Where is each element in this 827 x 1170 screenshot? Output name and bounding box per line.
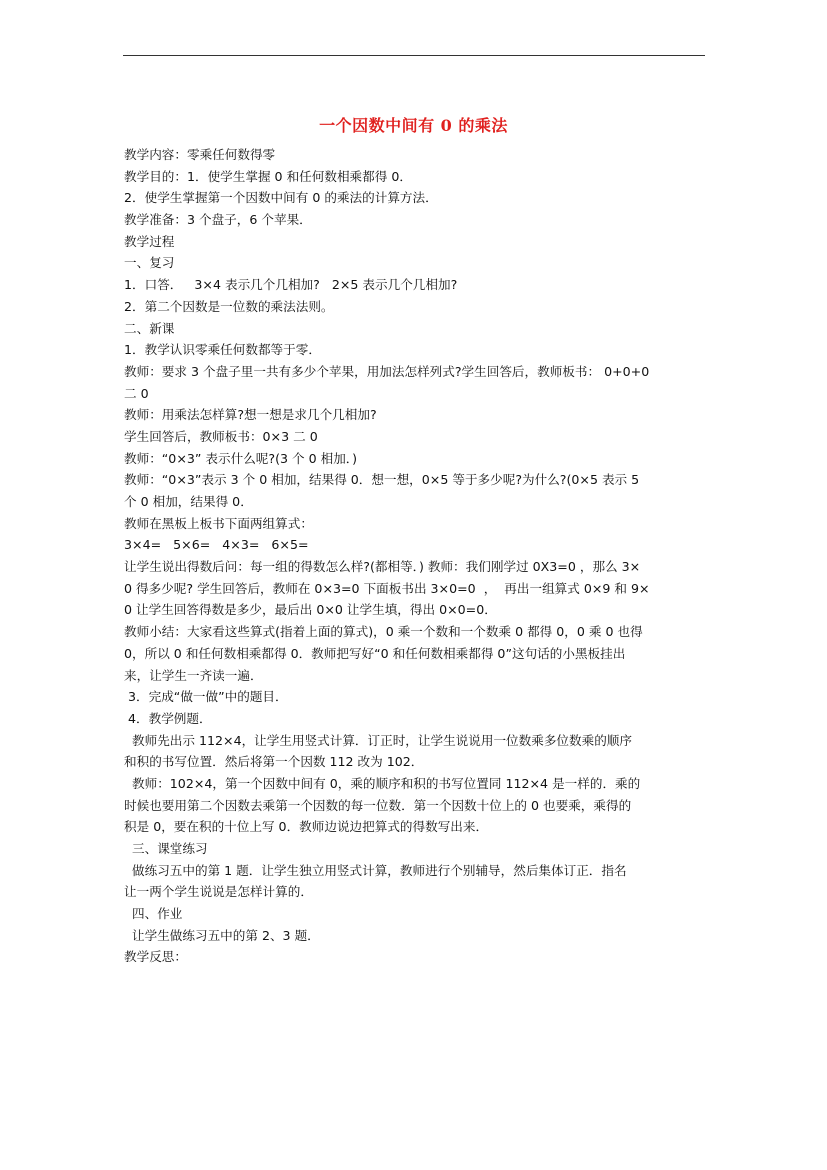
text-line: 教师：要求 3 个盘子里一共有多少个苹果，用加法怎样列式?学生回答后，教师板书： 0+0+0 [124, 363, 650, 379]
text-line: 教师小结：大家看这些算式(指着上面的算式)，0 乘一个数和一个数乘 0 都得 0，0 乘 0 也得 [124, 624, 643, 640]
text-line: 教师：用乘法怎样算?想一想是求几个几相加? [124, 407, 377, 423]
text-line: 1．口答． 3×4 表示几个几相加? 2×5 表示几个几相加? [124, 277, 458, 293]
text-line: 三、课堂练习 [124, 841, 208, 856]
page-title: 一个因数中间有 0 的乘法 [319, 116, 508, 135]
text-line: 1．教学认识零乘任何数都等于零． [124, 342, 321, 358]
text-line: 时候也要用第二个因数去乘第一个因数的每一位数．第一个因数十位上的 0 也要乘，乘得的 [124, 797, 632, 813]
document-body [124, 144, 709, 968]
text-line: 2．第二个因数是一位数的乘法法则。 [124, 298, 334, 314]
text-line: 教学内容：零乘任何数得零 [124, 147, 276, 162]
text-line: 积是 0，要在积的十位上写 0．教师边说边把算式的得数写出来． [124, 819, 489, 835]
text-line: 二 0 [124, 385, 149, 401]
text-line: 3×4= 5×6= 4×3= 6×5= [124, 537, 309, 553]
text-line: 0，所以 0 和任何数相乘都得 0．教师把写好“0 和任何数相乘都得 0”这句话的小黑板挂出 [124, 645, 626, 661]
text-line: 一、复习 [124, 255, 175, 271]
text-line: 来，让学生一齐读一遍． [124, 667, 263, 683]
text-line: 教师：“0×3” 表示什么呢?(3 个 0 相加．) [124, 450, 357, 466]
text-line: 个 0 相加，结果得 0． [124, 494, 253, 509]
text-line: 3．完成“做一做”中的题目． [124, 689, 288, 705]
text-line: 让学生说出得数后问：每一组的得数怎么样?(都相等．) 教师：我们刚学过 0X3=0 ，那么 3× [124, 559, 641, 575]
text-line: 教师：102×4，第一个因数中间有 0，乘的顺序和积的书写位置同 112×4 是一样的．乘的 [124, 775, 641, 791]
text-line: 二、新课 [124, 320, 175, 336]
text-line: 四、作业 [124, 906, 183, 922]
text-line: 和积的书写位置．然后将第一个因数 112 改为 102． [124, 754, 424, 770]
header-rule [123, 55, 705, 56]
text-line: 教师在黑板上板书下面两组算式： [124, 515, 313, 531]
text-line: 学生回答后，教师板书：0×3 二 0 [124, 428, 318, 444]
text-line: 教学目的：1．使学生掌握 0 和任何数相乘都得 0． [124, 168, 412, 184]
text-line: 0 让学生回答得数是多少，最后出 0×0 让学生填，得出 0×0=0． [124, 602, 497, 618]
text-line: 教学准备：3 个盘子，6 个苹果． [124, 212, 312, 228]
text-line: 4．教学例题． [124, 710, 212, 726]
text-line: 做练习五中的第 1 题．让学生独立用竖式计算，教师进行个别辅导，然后集体订正．指名 [124, 862, 627, 878]
text-line: 教师：“0×3”表示 3 个 0 相加，结果得 0．想一想，0×5 等于多少呢?为什么?(0×5 表示 5 [124, 472, 640, 488]
text-line: 教学过程 [124, 233, 175, 249]
text-line: 让一两个学生说说是怎样计算的． [124, 884, 313, 900]
text-line: 2．使学生掌握第一个因数中间有 0 的乘法的计算方法． [124, 190, 438, 206]
text-line: 让学生做练习五中的第 2、3 题． [124, 927, 320, 943]
text-line: 0 得多少呢? 学生回答后，教师在 0×3=0 下面板书出 3×0=0 ， 再出一组算式 0×9 和 9× [124, 580, 650, 596]
text-line: 教师先出示 112×4，让学生用竖式计算．订正时，让学生说说用一位数乘多位数乘的顺序 [124, 732, 632, 748]
text-line: 教学反思： [124, 949, 187, 965]
